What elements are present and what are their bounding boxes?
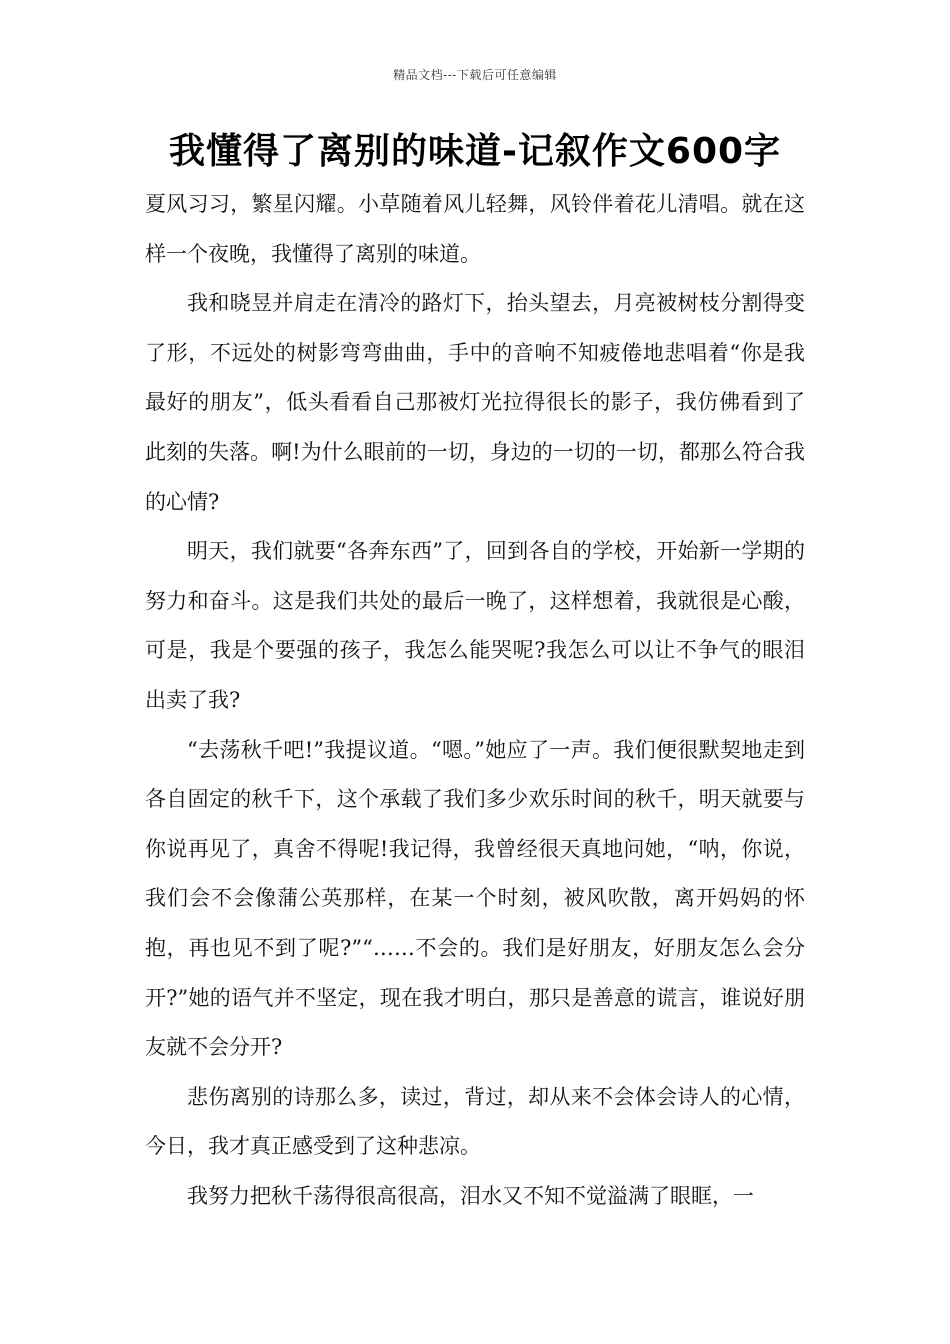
paragraph-1: 夏风习习，繁星闪耀。小草随着风儿轻舞，风铃伴着花儿清唱。就在这样一个夜晚，我懂得了离别的味道。 [145,192,805,266]
paragraph-2: 我和晓昱并肩走在清冷的路灯下，抬头望去，月亮被树枝分割得变了形，不远处的树影弯弯曲曲，手中的音响不知疲倦地悲唱着“你是我最好的朋友”，低头看看自己那被灯光拉得很长的影子，我仿佛看到了此刻的失落。啊!为什么眼前的一切，身边的一切的一切，都那么符合我的心情? [145,291,805,514]
paragraph-6: 我努力把秋千荡得很高很高，泪水又不知不觉溢满了眼眶，一 [187,1183,754,1208]
document-body [145,180,805,1221]
page-header-note: 精品文档---下载后可任意编辑 [393,68,557,82]
paragraph-5: 悲伤离别的诗那么多，读过，背过，却从来不会体会诗人的心情，今日，我才真正感受到了这种悲凉。 [145,1084,805,1159]
paragraph-3: 明天，我们就要“各奔东西”了，回到各自的学校，开始新一学期的努力和奋斗。这是我们共处的最后一晚了，这样想着，我就很是心酸，可是，我是个要强的孩子，我怎么能哭呢?我怎么可以让不争气的眼泪出卖了我? [145,539,805,712]
document-title: 我懂得了离别的味道-记叙作文600字 [168,131,782,172]
paragraph-4: “去荡秋千吧!”我提议道。“嗯。”她应了一声。我们便很默契地走到各自固定的秋千下，这个承载了我们多少欢乐时间的秋千，明天就要与你说再见了，真舍不得呢!我记得，我曾经很天真地问她，“呐，你说，我们会不会像蒲公英那样，在某一个时刻，被风吹散，离开妈妈的怀抱，再也见不到了呢?”“……不会的。我们是好朋友，好朋友怎么会分开?”她的语气并不坚定，现在我才明白，那只是善意的谎言，谁说好朋友就不会分开? [145,737,805,1060]
